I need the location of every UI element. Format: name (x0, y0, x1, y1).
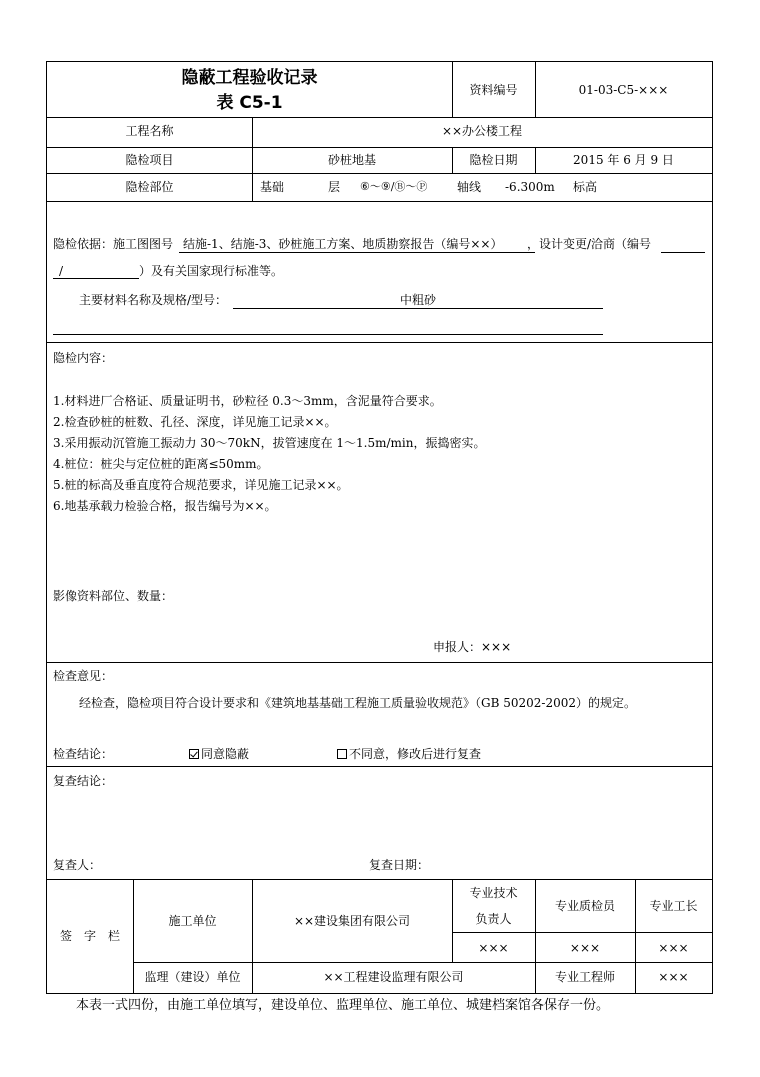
conclusion-label: 检查结论： (53, 747, 114, 761)
location-part: 基础 (260, 180, 285, 194)
construction-unit-label: 施工单位 (168, 914, 217, 928)
material-value: 中粗砂 (399, 293, 436, 307)
signature-label: 签 字 栏 (59, 929, 120, 943)
doc-no-value: 01-03-C5-××× (578, 83, 669, 97)
qc-value: ××× (569, 941, 601, 955)
form-number: 表 C5-1 (216, 93, 283, 113)
content-item: 3.采用振动沉管施工振动力 30～70kN，拔管速度在 1～1.5m/min，振捣密实。 (53, 436, 486, 450)
disagree-checkbox[interactable] (337, 749, 347, 759)
record-form (46, 61, 713, 994)
project-label: 工程名称 (125, 124, 174, 138)
basis-change-label: ，设计变更/洽商（编号 (527, 237, 652, 251)
recheck-label: 复查结论： (53, 774, 114, 788)
engineer-label: 专业工程师 (554, 970, 615, 984)
opinion-text: 经检查，隐检项目符合设计要求和《建筑地基基础工程施工质量验收规范》（GB 50202-2002）的规定。 (79, 696, 636, 710)
content-item: 5.桩的标高及垂直度符合规范要求，详见施工记录××。 (53, 478, 349, 492)
basis-change-value: / (59, 264, 64, 278)
opinion-label: 检查意见： (53, 669, 114, 683)
content-item: 2.检查砂桩的桩数、孔径、深度，详见施工记录××。 (53, 415, 337, 429)
content-item: 4.桩位：桩尖与定位桩的距离≤50mm。 (53, 457, 269, 471)
disagree-label: 不同意，修改后进行复查 (349, 747, 482, 761)
qc-label: 专业质检员 (554, 899, 615, 913)
construction-unit-value: ××建设集团有限公司 (293, 914, 411, 928)
tech-lead-label-line2: 负责人 (475, 912, 512, 926)
agree-option[interactable] (189, 746, 249, 762)
recheck-person-label: 复查人： (53, 858, 102, 872)
recheck-date-label: 复查日期： (369, 858, 430, 872)
basis-suffix: ）及有关国家现行标准等。 (139, 264, 284, 278)
agree-checkbox[interactable] (189, 749, 199, 759)
basis-prefix: 隐检依据：施工图图号 (53, 237, 174, 251)
content-label: 隐检内容： (53, 351, 114, 365)
foreman-label: 专业工长 (649, 899, 698, 913)
doc-no-label: 资料编号 (469, 83, 518, 97)
tech-lead-label-line1: 专业技术 (469, 886, 518, 900)
location-elevation-value: -6.300m (505, 180, 555, 194)
location-axis-value: ⑥～⑨/Ⓑ～Ⓟ (360, 180, 428, 193)
footer-note: 本表一式四份，由施工单位填写，建设单位、监理单位、施工单位、城建档案馆各保存一份。 (76, 998, 610, 1013)
supervision-unit-value: ××工程建设监理有限公司 (323, 970, 464, 984)
content-item: 6.地基承载力检验合格，报告编号为××。 (53, 499, 277, 513)
reporter: 申报人：××× (433, 640, 512, 654)
inspection-location-label: 隐检部位 (125, 180, 174, 194)
inspection-date-value: 2015 年 6 月 9 日 (573, 153, 674, 167)
inspection-item-value: 砂桩地基 (327, 153, 376, 167)
location-elevation-label: 标高 (573, 180, 598, 194)
engineer-value: ××× (658, 970, 689, 984)
inspection-date-label: 隐检日期 (469, 153, 518, 167)
tech-lead-value: ××× (478, 941, 509, 955)
form-title: 隐蔽工程验收记录 (181, 68, 318, 88)
foreman-value: ××× (658, 941, 689, 955)
supervision-unit-label: 监理（建设）单位 (144, 970, 241, 984)
content-item: 1.材料进厂合格证、质量证明书，砂粒径 0.3～3mm，含泥量符合要求。 (53, 394, 442, 408)
location-axis-label: 轴线 (457, 180, 482, 194)
image-data-label: 影像资料部位、数量： (53, 589, 174, 603)
inspection-item-label: 隐检项目 (125, 153, 174, 167)
disagree-option[interactable] (337, 746, 481, 762)
basis-drawings: 结施-1、结施-3、砂桩施工方案、地质勘察报告（编号××） (183, 237, 503, 251)
project-value: ××办公楼工程 (441, 124, 523, 138)
agree-label: 同意隐蔽 (201, 747, 250, 761)
material-label: 主要材料名称及规格/型号： (79, 293, 228, 307)
location-floor-label: 层 (328, 180, 341, 194)
